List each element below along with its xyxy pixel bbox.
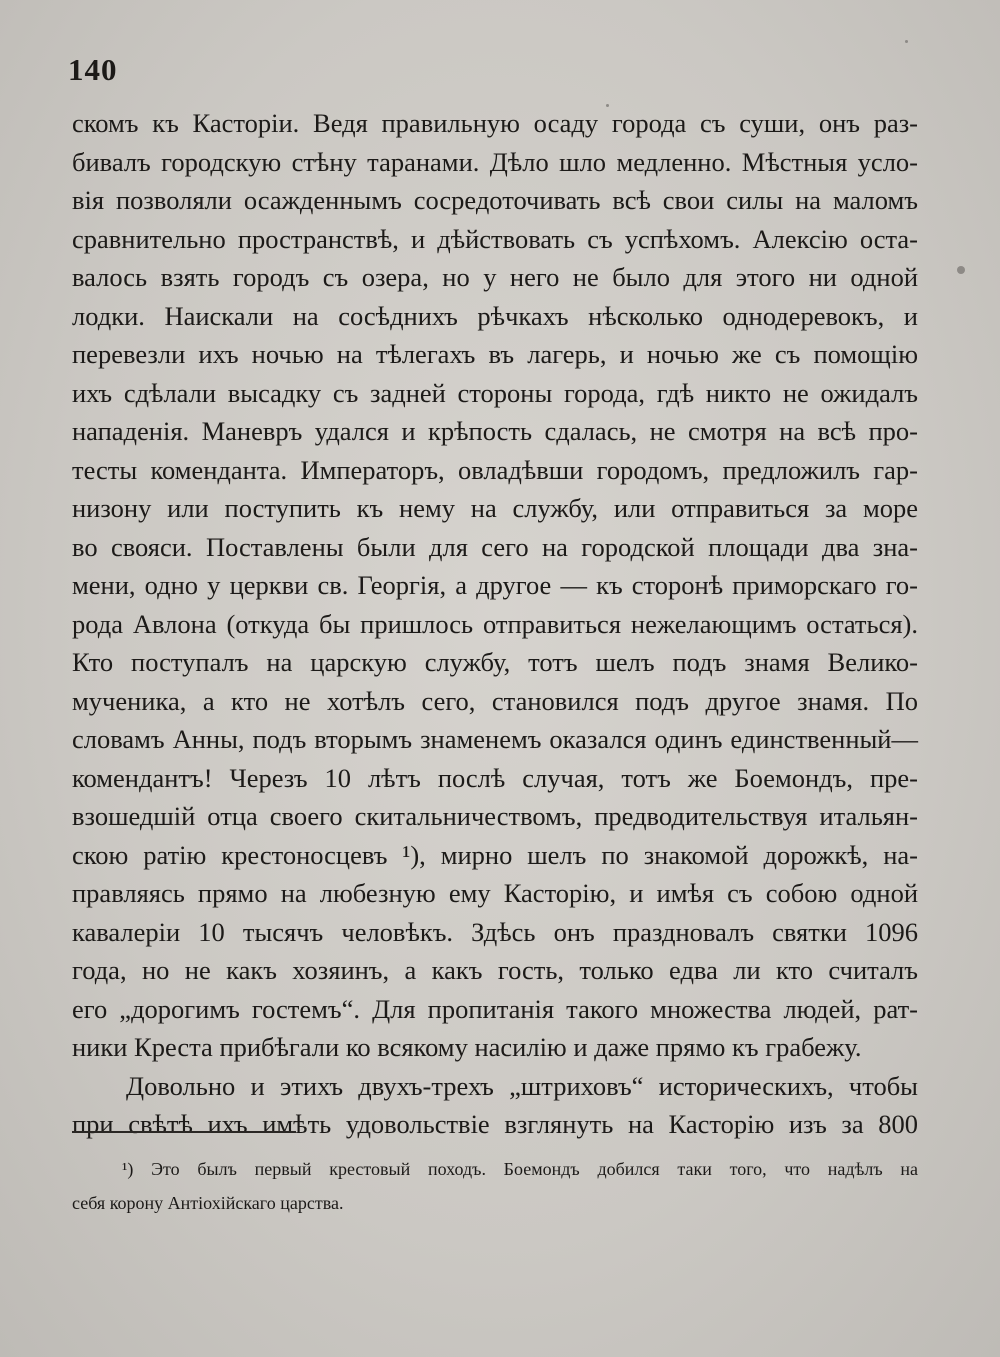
text-line: валось взять городъ съ озера, но у него не было для этого ни одной (72, 262, 918, 292)
page-number: 140 (68, 52, 118, 87)
text-line: Кто поступалъ на царскую службу, тотъ шелъ подъ знамя Велико- (72, 647, 918, 677)
paper-speck (905, 40, 908, 43)
text-line: сравнительно пространствѣ, и дѣйствовать съ успѣхомъ. Алексію оста- (72, 223, 918, 254)
text-line: правляясь прямо на любезную ему Касторію, и имѣя съ собою одной (72, 878, 918, 908)
text-line: года, но не какъ хозяинъ, а какъ гость, только едва ли кто считалъ (72, 955, 918, 985)
text-line: ники Креста прибѣгали ко всякому насилію и даже прямо къ грабежу. (72, 1032, 862, 1062)
text-line: низону или поступить къ нему на службу, или отправиться за море (72, 493, 918, 523)
footnote-line: себя корону Антіохійскаго царства. (72, 1193, 344, 1213)
paper-speck (606, 104, 609, 107)
footnote-rule (72, 1131, 296, 1133)
text-line: перевезли ихъ ночью на тѣлегахъ въ лагерь, и ночью же съ помощію (72, 339, 918, 369)
footnote-line: ¹) Это былъ первый крестовый походъ. Боемондъ добился таки того, что надѣлъ на (122, 1159, 918, 1179)
body-text (72, 104, 918, 1144)
text-line: вія позволяли осажденнымъ сосредоточивать всѣ свои силы на маломъ (72, 185, 918, 215)
text-line: лодки. Наискали на сосѣднихъ рѣчкахъ нѣсколько однодеревокъ, и (72, 300, 918, 331)
text-line: мученика, а кто не хотѣлъ сего, становился подъ другое знамя. По (72, 685, 918, 716)
text-line: при свѣтѣ ихъ имѣть удовольствіе взглянуть на Касторію изъ за 800 (72, 1109, 918, 1139)
text-line: словамъ Анны, подъ вторымъ знаменемъ оказался одинъ единственный— (72, 724, 918, 754)
text-line: бивалъ городскую стѣну таранами. Дѣло шло медленно. Мѣстныя усло- (72, 146, 918, 177)
text-line: кавалеріи 10 тысячъ человѣкъ. Здѣсь онъ праздновалъ святки 1096 (72, 916, 918, 947)
text-line: ихъ сдѣлали высадку съ задней стороны города, гдѣ никто не ожидалъ (72, 377, 918, 408)
text-line: тесты коменданта. Императоръ, овладѣвши городомъ, предложилъ гар- (72, 454, 918, 485)
text-line: нападенія. Маневръ удался и крѣпость сдалась, не смотря на всѣ про- (72, 416, 918, 446)
paper-speck (957, 266, 965, 274)
text-line: комендантъ! Черезъ 10 лѣтъ послѣ случая, тотъ же Боемондъ, пре- (72, 762, 918, 793)
text-line: рода Авлона (откуда бы пришлось отправиться нежелающимъ остаться). (72, 608, 918, 639)
text-line: Довольно и этихъ двухъ-трехъ „штриховъ“ историческихъ, чтобы (126, 1070, 918, 1101)
text-line: скою ратію крестоносцевъ ¹), мирно шелъ по знакомой дорожкѣ, на- (72, 839, 918, 870)
text-line: скомъ къ Касторіи. Ведя правильную осаду города съ суши, онъ раз- (72, 108, 918, 138)
text-line: взошедшій отца своего скитальничествомъ, предводительствуя итальян- (72, 801, 918, 831)
footnotes (72, 1152, 918, 1220)
text-line: во свояси. Поставлены были для сего на городской площади два зна- (72, 531, 918, 562)
text-line: мени, одно у церкви св. Георгія, а другое — къ сторонѣ приморскаго го- (72, 570, 918, 600)
text-line: его „дорогимъ гостемъ“. Для пропитанія такого множества людей, рат- (72, 993, 918, 1024)
